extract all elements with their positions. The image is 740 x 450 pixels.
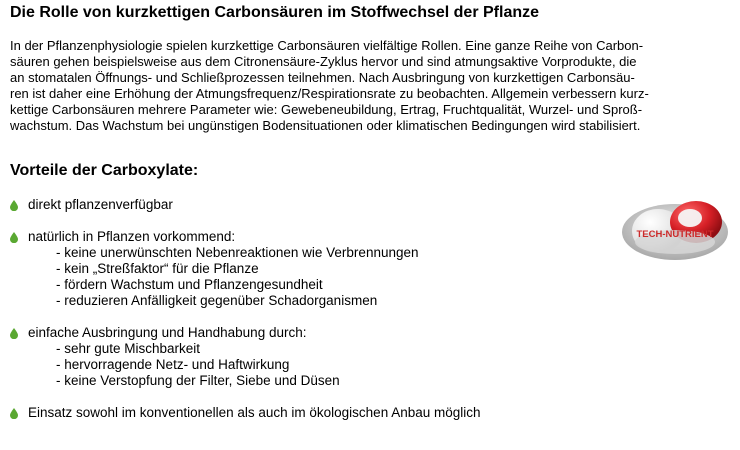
advantage-subitem: - keine Verstopfung der Filter, Siebe und Düsen [56, 373, 340, 388]
intro-line: In der Pflanzenphysiologie spielen kurzkettige Carbonsäuren vielfältige Rollen. Eine ganze Reihe von Carbon- [10, 38, 644, 53]
intro-line: ren ist daher eine Erhöhung der Atmungsfrequenz/Respirationsrate zu beobachten. Allgemein verbessern kurz- [10, 86, 649, 101]
advantage-label: einfache Ausbringung und Handhabung durch: [28, 325, 307, 340]
intro-line: säuren gehen beispielsweise aus dem Citronensäure-Zyklus hervor und sind atmungsaktive Vorprodukte, die [10, 54, 637, 69]
advantage-subitem: - keine unerwünschten Nebenreaktionen wie Verbrennungen [56, 245, 419, 260]
advantage-subitem: - kein „Streßfaktor“ für die Pflanze [56, 261, 259, 276]
advantage-label: direkt pflanzenverfügbar [28, 197, 173, 212]
advantage-label: Einsatz sowohl im konventionellen als auch im ökologischen Anbau möglich [28, 405, 481, 420]
water-drop-icon [10, 232, 18, 243]
intro-paragraph [10, 38, 734, 134]
water-drop-icon [10, 408, 18, 419]
advantages-heading: Vorteile der Carboxylate: [10, 162, 199, 179]
advantage-label: natürlich in Pflanzen vorkommend: [28, 229, 236, 244]
water-drop-icon [10, 328, 18, 339]
water-drop-icon [10, 200, 18, 211]
intro-line: an stomatalen Öffnungs- und Schließprozessen teilnehmen. Nach Ausbringung von kurzkettigen Carbonsäu- [10, 70, 635, 85]
advantage-subitem: - fördern Wachstum und Pflanzengesundheit [56, 277, 323, 292]
intro-line: kettige Carbonsäuren mehrere Parameter wie: Gewebeneubildung, Ertrag, Fruchtqualität, Wurzel- und Sproß- [10, 102, 643, 117]
logo-text: TECH-NUTRIENT [636, 229, 714, 240]
intro-line: wachstum. Das Wachstum bei ungünstigen Bodensituationen oder klimatischen Bedingungen wird stabilisiert. [10, 118, 641, 133]
tech-nutrient-logo [620, 196, 730, 262]
advantage-subitem: - hervorragende Netz- und Haftwirkung [56, 357, 290, 372]
advantage-subitem: - reduzieren Anfälligkeit gegenüber Schadorganismen [56, 293, 378, 308]
page-title: Die Rolle von kurzkettigen Carbonsäuren im Stoffwechsel der Pflanze [10, 4, 540, 21]
advantage-subitem: - sehr gute Mischbarkeit [56, 341, 201, 356]
